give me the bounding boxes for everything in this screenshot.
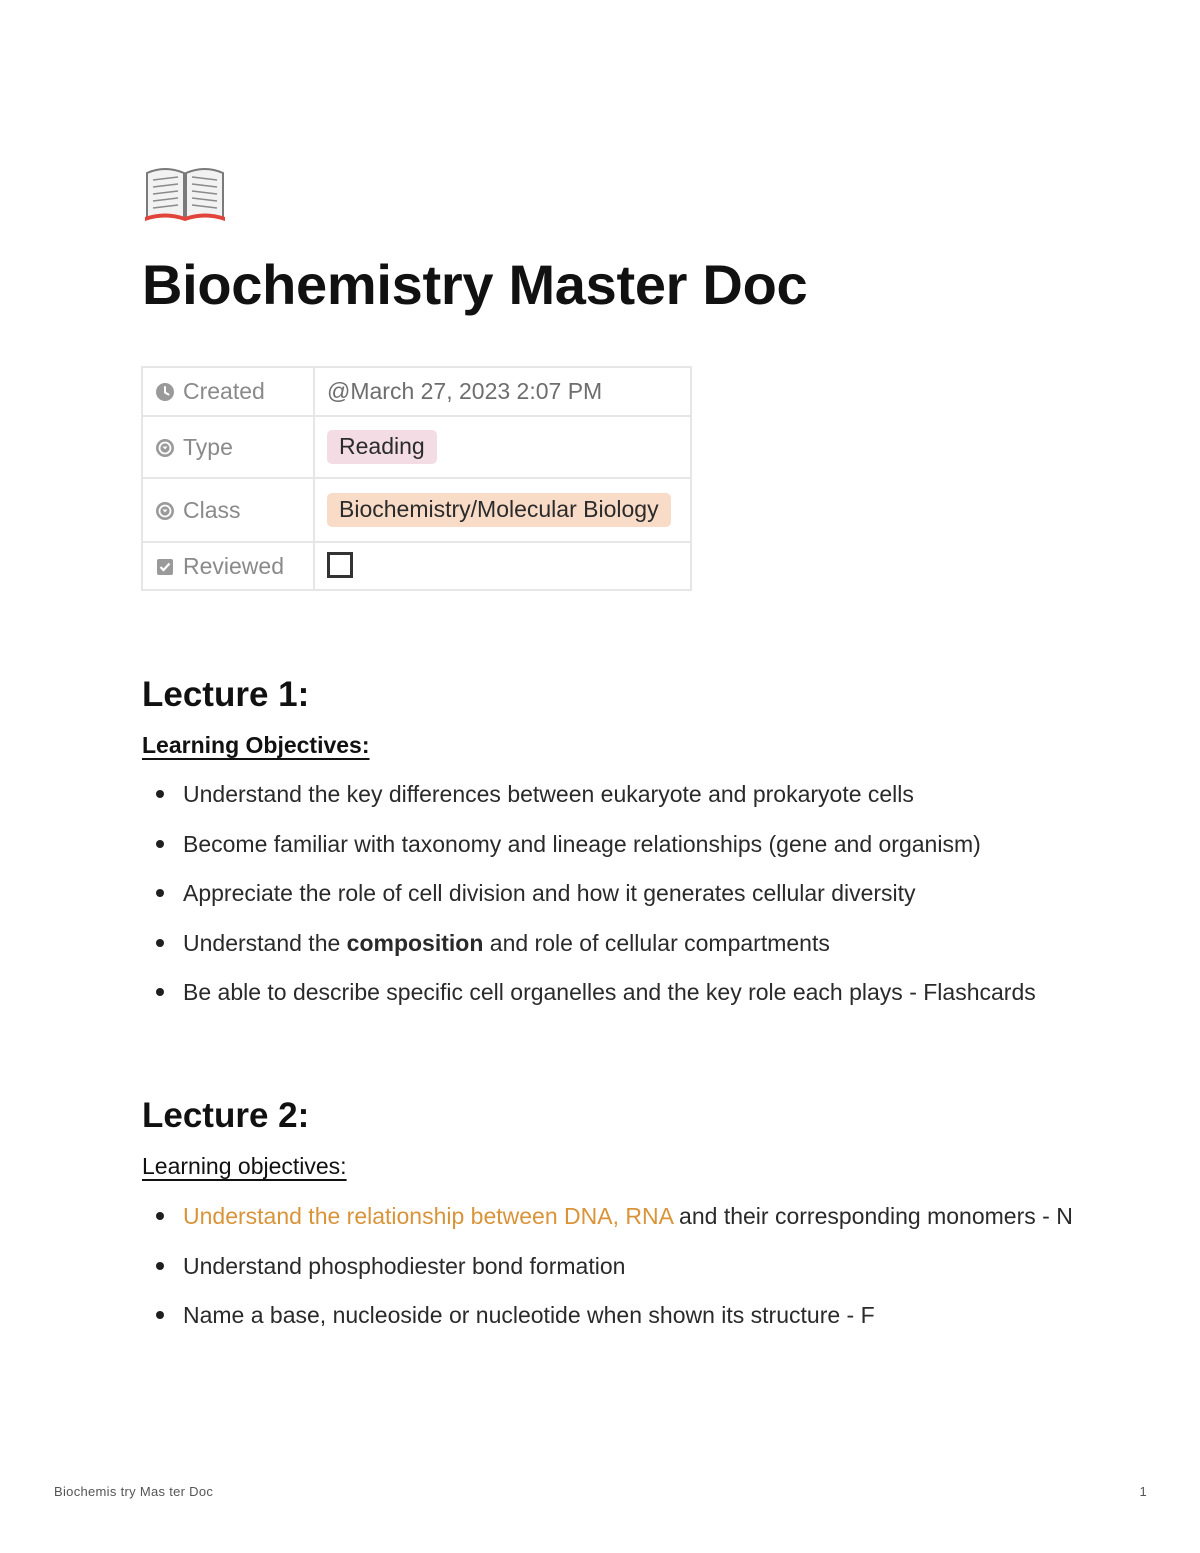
property-key-type bbox=[142, 416, 314, 478]
list-item bbox=[142, 1297, 1082, 1333]
footer-doc-name: Biochemis try Mas ter Doc bbox=[54, 1484, 214, 1499]
list-item-text: and their corresponding monomers - N bbox=[672, 1203, 1073, 1229]
list-item-text: and role of cellular compartments bbox=[483, 929, 830, 956]
bold-term: composition bbox=[346, 929, 484, 956]
open-book-icon bbox=[143, 163, 227, 223]
list-item-text: Be able to describe specific cell organelles and the key role each plays - Flashcards bbox=[183, 979, 1036, 1005]
property-label: Created bbox=[183, 378, 265, 404]
list-item bbox=[142, 875, 1082, 911]
property-row-created bbox=[142, 367, 691, 416]
class-tag[interactable]: Biochemistry/Molecular Biology bbox=[327, 493, 671, 527]
list-item bbox=[142, 826, 1082, 862]
lecture-1-heading: Lecture 1: bbox=[142, 675, 310, 714]
property-row-reviewed bbox=[142, 542, 691, 590]
property-row-class bbox=[142, 478, 691, 542]
list-item-text: Understand phosphodiester bond formation bbox=[183, 1252, 626, 1279]
highlighted-text: Understand the relationship between DNA, RNA bbox=[183, 1203, 673, 1229]
clock-icon bbox=[155, 382, 175, 402]
lecture-2-subheading: Learning objectives: bbox=[142, 1153, 347, 1179]
bullet bbox=[156, 840, 164, 848]
list-item-text: Become familiar with taxonomy and lineage relationships (gene and organism) bbox=[183, 830, 981, 857]
bullet bbox=[156, 790, 164, 798]
property-row-type bbox=[142, 416, 691, 478]
property-label: Reviewed bbox=[183, 552, 284, 579]
list-item bbox=[142, 1248, 1082, 1284]
property-value-class[interactable] bbox=[314, 478, 691, 542]
property-key-created bbox=[142, 367, 314, 416]
property-label: Class bbox=[183, 496, 241, 523]
property-key-reviewed bbox=[142, 542, 314, 590]
bullet bbox=[156, 988, 164, 996]
property-value-created[interactable] bbox=[314, 367, 691, 416]
bullet bbox=[156, 1212, 164, 1220]
bullet bbox=[156, 1311, 164, 1319]
list-item-text: Appreciate the role of cell division and how it generates cellular diversity bbox=[183, 880, 916, 906]
list-item bbox=[142, 776, 1082, 812]
created-date: @March 27, 2023 2:07 PM bbox=[327, 378, 603, 404]
footer-page-number: 1 bbox=[1139, 1484, 1147, 1499]
select-icon bbox=[155, 501, 175, 521]
property-label: Type bbox=[183, 433, 233, 460]
lecture-1-subheading: Learning Objectives: bbox=[142, 732, 370, 758]
properties-table bbox=[141, 366, 692, 591]
reviewed-checkbox[interactable] bbox=[327, 552, 353, 578]
list-item-text: Name a base, nucleoside or nucleotide when shown its structure - F bbox=[183, 1302, 875, 1328]
bullet bbox=[156, 889, 164, 897]
lecture-2-objectives bbox=[142, 1198, 1082, 1347]
lecture-1-objectives bbox=[142, 776, 1082, 1024]
select-icon bbox=[155, 438, 175, 458]
lecture-2-heading: Lecture 2: bbox=[142, 1096, 310, 1135]
list-item bbox=[142, 1198, 1082, 1234]
list-item-text: Understand the key differences between eukaryote and prokaryote cells bbox=[183, 781, 914, 807]
property-key-class bbox=[142, 478, 314, 542]
checkbox-icon bbox=[155, 557, 175, 577]
list-item bbox=[142, 925, 1082, 961]
bullet bbox=[156, 939, 164, 947]
bullet bbox=[156, 1262, 164, 1270]
type-tag[interactable]: Reading bbox=[327, 430, 437, 464]
property-value-type[interactable] bbox=[314, 416, 691, 478]
property-value-reviewed bbox=[314, 542, 691, 590]
list-item bbox=[142, 974, 1082, 1010]
list-item-text: Understand the bbox=[183, 929, 347, 956]
page-title: Biochemistry Master Doc bbox=[142, 253, 808, 316]
